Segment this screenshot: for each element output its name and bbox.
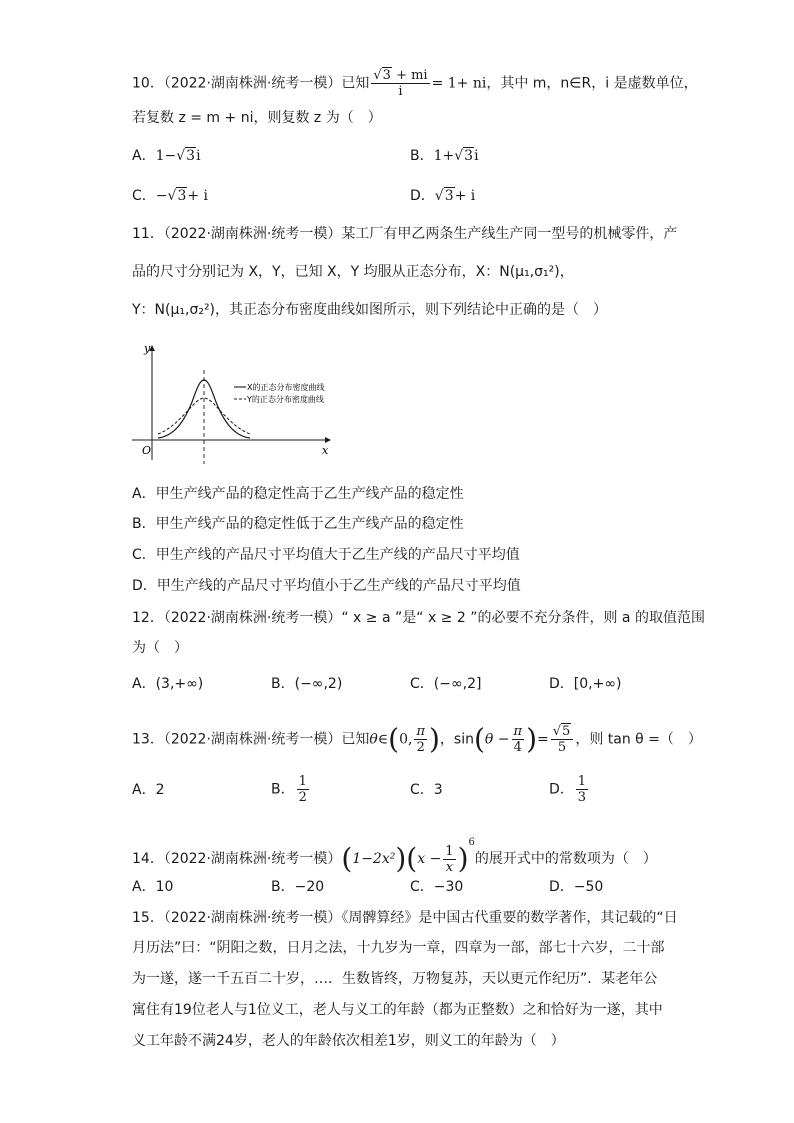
q15-line5: 义工年龄不满24岁，老人的年龄依次相差1岁，则义工的年龄为（ ） [132,1033,565,1049]
q11-option-a[interactable]: A．甲生产线产品的稳定性高于乙生产线产品的稳定性 [132,486,464,502]
normal-distribution-figure [130,340,370,465]
q10-prefix: 10．（2022·湖南株洲·统考一模）已知 [132,75,370,92]
q10-suffix: ，其中 m，n∈R，i 是虚数单位， [486,75,698,92]
q10-frac-den: i [398,84,403,99]
q10-rhs: = 1+ ni [431,75,487,92]
q13-option-b[interactable]: B． $\frac{1}{2}$ [271,774,307,805]
q10-stem-line1 [132,68,698,99]
q11-stem-line3: Y：N(μ₁,σ₂²)，其正态分布密度曲线如图所示，则下列结论中正确的是（ ） [132,302,608,318]
q13-option-a[interactable]: A．2 [132,782,165,798]
q14-option-d[interactable]: D．−50 [549,879,604,895]
q14-stem: 14．（2022·湖南株洲·统考一模）(1−2x²)(x − $\frac{1}{x}$ )$^6$的展开式中的常数项为（ ） [132,837,657,875]
q14-option-c[interactable]: C．−30 [410,879,464,895]
q10-frac-num: + mi [396,68,428,83]
legend-x-label: X的正态分布密度曲线 [247,383,325,392]
y-axis-label: y [144,342,151,355]
q10-option-b[interactable]: B．1+√3i [410,148,479,164]
q12-option-a[interactable]: A．(3,+∞) [132,676,204,692]
q12-option-d[interactable]: D．[0,+∞) [549,676,622,692]
q10-fraction: $\frac{√3 + mi}{i}$ [373,68,428,99]
origin-label: O [142,444,152,457]
q11-option-b[interactable]: B．甲生产线产品的稳定性低于乙生产线产品的稳定性 [132,516,464,532]
q13-stem: 13．（2022·湖南株洲·统考一模）已知θ∈(0, $\frac{\pi}{2}$ )，sin(θ − $\frac{\pi}{4}$ )= $\frac{√5}{5}$ ，则 tan θ =（ ） [132,722,702,756]
q13-option-c[interactable]: C．3 [410,782,443,798]
q10-option-c[interactable]: C．−√3+ i [132,188,209,204]
q14-option-a[interactable]: A．10 [132,879,174,895]
x-axis-label: x [322,444,329,457]
q10-option-d[interactable]: D．√3+ i [410,188,476,204]
q12-option-b[interactable]: B．(−∞,2) [271,676,343,692]
q11-option-d[interactable]: D．甲生产线的产品尺寸平均值小于乙生产线的产品尺寸平均值 [132,578,521,594]
q15-line3: 为一遂，遂一千五百二十岁，…．生数皆终，万物复苏，天以更元作纪历”．某老年公 [132,971,658,987]
q15-line1: 15．（2022·湖南株洲·统考一模）《周髀算经》是中国古代重要的数学著作，其记载的“日 [132,910,678,926]
q10-stem-line2: 若复数 z = m + ni，则复数 z 为（ ） [132,110,382,126]
q13-option-d[interactable]: D． $\frac{1}{3}$ [549,774,587,805]
q15-line2: 月历法”曰：“阴阳之数，日月之法，十九岁为一章，四章为一部，部七十六岁，二十部 [132,940,665,956]
q12-option-c[interactable]: C．(−∞,2] [410,676,482,692]
q11-stem-line2: 品的尺寸分别记为 X，Y，已知 X，Y 均服从正态分布，X：N(μ₁,σ₁²)， [132,264,574,280]
q12-stem-line1: 12．（2022·湖南株洲·统考一模）“ x ≥ a ”是“ x ≥ 2 ”的必要不充分条件，则 a 的取值范围 [132,610,705,626]
q11-stem-line1: 11．（2022·湖南株洲·统考一模）某工厂有甲乙两条生产线生产同一型号的机械零件，产 [132,226,678,242]
q15-line4: 寓住有19位老人与1位义工，老人与义工的年龄（都为正整数）之和恰好为一遂，其中 [132,1002,663,1018]
q10-option-a[interactable]: A．1−√3i [132,148,201,164]
q11-option-c[interactable]: C．甲生产线的产品尺寸平均值大于乙生产线的产品尺寸平均值 [132,547,520,563]
q14-option-b[interactable]: B．−20 [271,879,325,895]
legend-y-label: Y的正态分布密度曲线 [247,395,324,404]
q12-stem-line2: 为（ ） [132,640,188,656]
